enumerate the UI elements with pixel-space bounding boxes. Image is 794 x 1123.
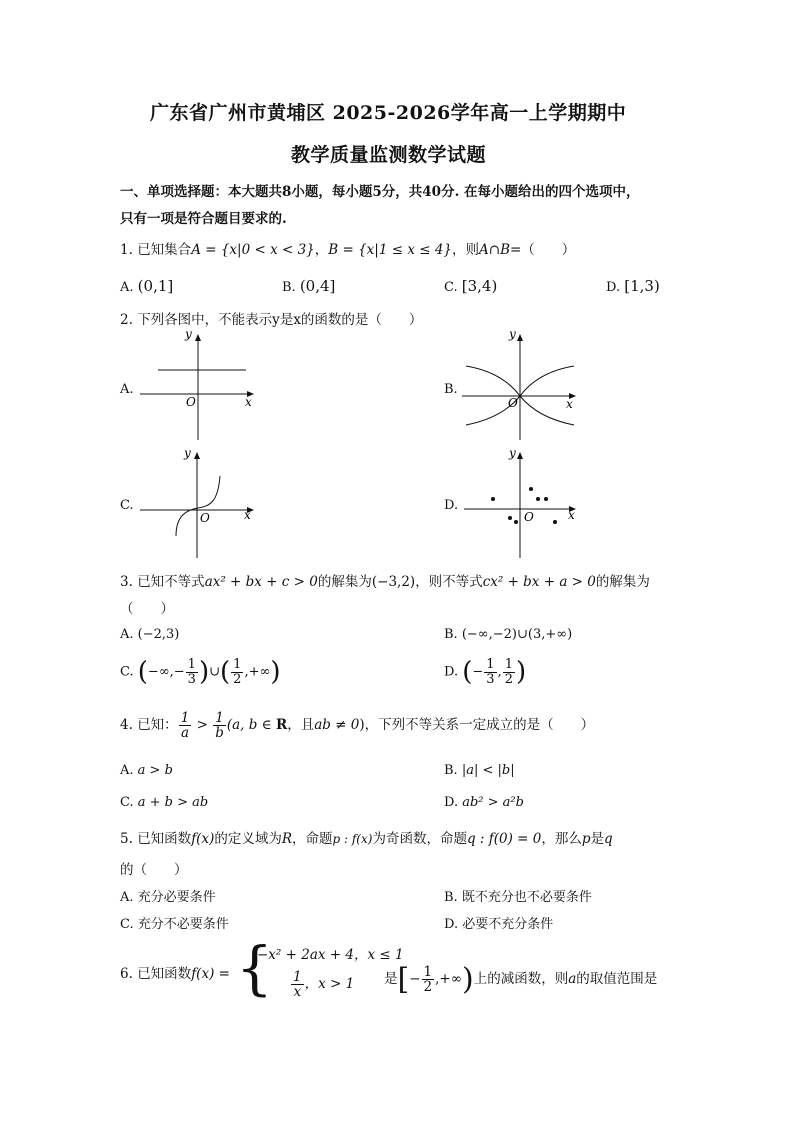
graph-d xyxy=(462,448,582,560)
math-function: f(x) xyxy=(191,831,215,847)
y-axis-label: y xyxy=(185,330,192,341)
question-text: 是 xyxy=(384,971,398,987)
question-number: 1. xyxy=(120,242,133,258)
option-label: A. xyxy=(120,890,134,905)
option-text: a > b xyxy=(137,763,173,778)
question-text: 已知函数 xyxy=(137,966,192,982)
origin-label: O xyxy=(186,395,196,409)
math-proposition-q: q : f(0) = 0 xyxy=(466,831,542,847)
q3-option-d[interactable]: D. (− $\frac{1}{3}$ , $\frac{1}{2}$ ) xyxy=(444,656,527,687)
q5-option-b[interactable] xyxy=(444,886,592,905)
q2-option-b[interactable]: B. xyxy=(444,382,458,397)
graph-a xyxy=(140,330,260,442)
option-text: 充分必要条件 xyxy=(137,890,216,905)
question-text: ，那么 xyxy=(541,831,582,847)
option-label: A. xyxy=(120,280,134,295)
question-text: 已知函数 xyxy=(137,831,192,847)
section-heading-line1: 一、单项选择题：本大题共8小题，每小题5分，共40分. 在每小题给出的四个选项中， xyxy=(120,184,640,200)
question-5-stem-line2: 的（ ） xyxy=(120,862,188,878)
math-domain: R xyxy=(281,831,293,847)
question-text: 下列各图中，不能表示y是x的函数的是（ ） xyxy=(137,312,423,328)
math-symbol: a xyxy=(568,971,577,987)
option-label: C. xyxy=(444,280,458,295)
question-4-stem: 4. 已知： $\frac{1}{a}$ > $\frac{1}{b}$ (a, b ∈ R，且ab ≠ 0)，下列不等关系一定成立的是（ ） xyxy=(120,710,595,742)
math-set-a: A = {x|0 < x < 3} xyxy=(191,242,315,258)
option-label: D. xyxy=(444,917,459,932)
question-text: 的取值范围是 xyxy=(576,971,658,987)
option-text: |a| < |b| xyxy=(461,763,515,778)
question-number: 5. xyxy=(120,831,133,847)
q3-option-a[interactable] xyxy=(120,627,179,642)
origin-label: O xyxy=(524,510,534,524)
q4-option-b[interactable] xyxy=(444,763,515,778)
q5-option-a[interactable] xyxy=(120,886,216,905)
question-text: ，命题 xyxy=(292,831,333,847)
q4-option-d[interactable] xyxy=(444,795,524,810)
question-text: ，且 xyxy=(287,717,315,734)
section-heading-line2: 只有一项是符合题目要求的. xyxy=(120,211,287,227)
y-axis-label: y xyxy=(509,330,516,341)
option-text: ab² > a²b xyxy=(462,795,524,810)
option-label: A. xyxy=(120,763,134,778)
origin-label: O xyxy=(200,511,210,525)
q2-option-c[interactable]: C. xyxy=(120,498,134,513)
math-symbol: p xyxy=(581,831,591,847)
exam-title-line2: 教学质量监测数学试题 xyxy=(291,144,487,166)
q2-option-d[interactable]: D. xyxy=(444,498,459,513)
question-6-stem xyxy=(120,962,230,982)
answer-paren: （ ） xyxy=(120,601,174,617)
piecewise-case-1: −x² + 2ax + 4，x ≤ 1 xyxy=(257,947,404,963)
option-label: A. xyxy=(120,627,134,642)
question-text: )，下列不等关系一定成立的是（ ） xyxy=(359,717,595,734)
question-number: 4. xyxy=(120,717,133,734)
question-text: 已知不等式 xyxy=(137,574,205,590)
q3-option-c[interactable]: C. (−∞,− $\frac{1}{3}$ )∪( $\frac{1}{2}$ ,+∞) xyxy=(120,656,281,687)
option-label: C. xyxy=(120,664,134,680)
question-3-stem xyxy=(120,570,650,590)
option-label: C. xyxy=(120,795,134,810)
option-label: D. xyxy=(606,280,621,295)
q4-option-a[interactable] xyxy=(120,763,173,778)
piecewise-brace: { xyxy=(236,934,273,1002)
q2-option-a[interactable]: A. xyxy=(120,382,134,397)
option-text: (0,4] xyxy=(299,277,336,295)
question-text: ，则不等式 xyxy=(415,574,483,590)
option-label: D. xyxy=(444,795,459,810)
question-6-stem-tail: 是[− $\frac{1}{2}$ ,+∞)上的减函数，则a的取值范围是 xyxy=(384,962,658,997)
q1-option-c[interactable] xyxy=(444,277,497,295)
question-text: 已知： xyxy=(137,717,178,734)
question-text: =（ ） xyxy=(510,242,576,258)
y-axis-label: y xyxy=(184,448,191,460)
question-text: 是 xyxy=(590,831,604,847)
question-number: 2. xyxy=(120,312,133,328)
graph-b xyxy=(462,330,582,442)
option-text: [3,4) xyxy=(461,277,498,295)
x-axis-label: x xyxy=(245,395,252,409)
question-5-stem xyxy=(120,827,613,847)
q3-option-b[interactable] xyxy=(444,627,572,642)
x-axis-label: x xyxy=(244,508,251,522)
q4-option-c[interactable] xyxy=(120,795,208,810)
q1-option-d[interactable] xyxy=(606,277,660,295)
question-text: ，则 xyxy=(452,242,480,258)
option-label: C. xyxy=(120,917,134,932)
math-set-b: B = {x|1 ≤ x ≤ 4} xyxy=(328,242,453,258)
option-label: B. xyxy=(282,280,296,295)
option-text: (−∞,−2)∪(3,+∞) xyxy=(461,627,573,642)
q1-option-a[interactable] xyxy=(120,277,173,295)
option-label: B. xyxy=(444,890,458,905)
option-text: 充分不必要条件 xyxy=(137,917,229,932)
option-text: (0,1] xyxy=(137,277,174,295)
question-text: 上的减函数，则 xyxy=(473,971,569,987)
question-number: 6. xyxy=(120,966,133,982)
q5-option-d[interactable] xyxy=(444,913,553,932)
option-text: 既不充分也不必要条件 xyxy=(461,890,592,905)
option-text: [1,3) xyxy=(624,277,660,295)
question-2-stem xyxy=(120,308,422,328)
option-text: 必要不充分条件 xyxy=(462,917,554,932)
question-text: 的解集为 xyxy=(595,574,650,590)
origin-label: O xyxy=(508,396,518,410)
math-expression: A∩B xyxy=(479,242,510,258)
exam-title-line1: 广东省广州市黄埔区 2025-2026学年高一上学期期中 xyxy=(150,102,627,124)
math-function: f(x) = xyxy=(191,966,230,982)
option-label: B. xyxy=(444,627,458,642)
math-inequality: cx² + bx + a > 0 xyxy=(482,574,596,590)
question-text: 已知集合 xyxy=(137,242,192,258)
math-condition: ab ≠ 0 xyxy=(314,717,360,734)
option-label: B. xyxy=(444,763,458,778)
question-text: ， xyxy=(314,242,329,258)
math-interval: (−3,2) xyxy=(371,574,416,590)
math-proposition-p: p : f(x) xyxy=(332,832,373,846)
piecewise-case-2: $\frac{1}{x}$ ，x > 1 xyxy=(293,969,355,1001)
x-axis-label: x xyxy=(568,508,575,522)
math-inequality: ax² + bx + c > 0 xyxy=(204,574,318,590)
question-text: 的定义域为 xyxy=(214,831,282,847)
option-label: D. xyxy=(444,664,459,680)
piecewise-case-2-cond: x > 1 xyxy=(318,976,355,993)
question-text: 为奇函数，命题 xyxy=(372,831,467,847)
question-1-stem xyxy=(120,238,575,258)
graph-c xyxy=(140,448,260,560)
q1-option-b[interactable] xyxy=(282,277,335,295)
y-axis-label: y xyxy=(509,448,516,460)
option-text: a + b > ab xyxy=(137,795,209,810)
question-number: 3. xyxy=(120,574,133,590)
math-symbol: q xyxy=(604,831,613,847)
option-text: (−2,3) xyxy=(137,627,180,642)
question-text: 的解集为 xyxy=(317,574,372,590)
x-axis-label: x xyxy=(566,397,573,411)
q5-option-c[interactable] xyxy=(120,913,229,932)
